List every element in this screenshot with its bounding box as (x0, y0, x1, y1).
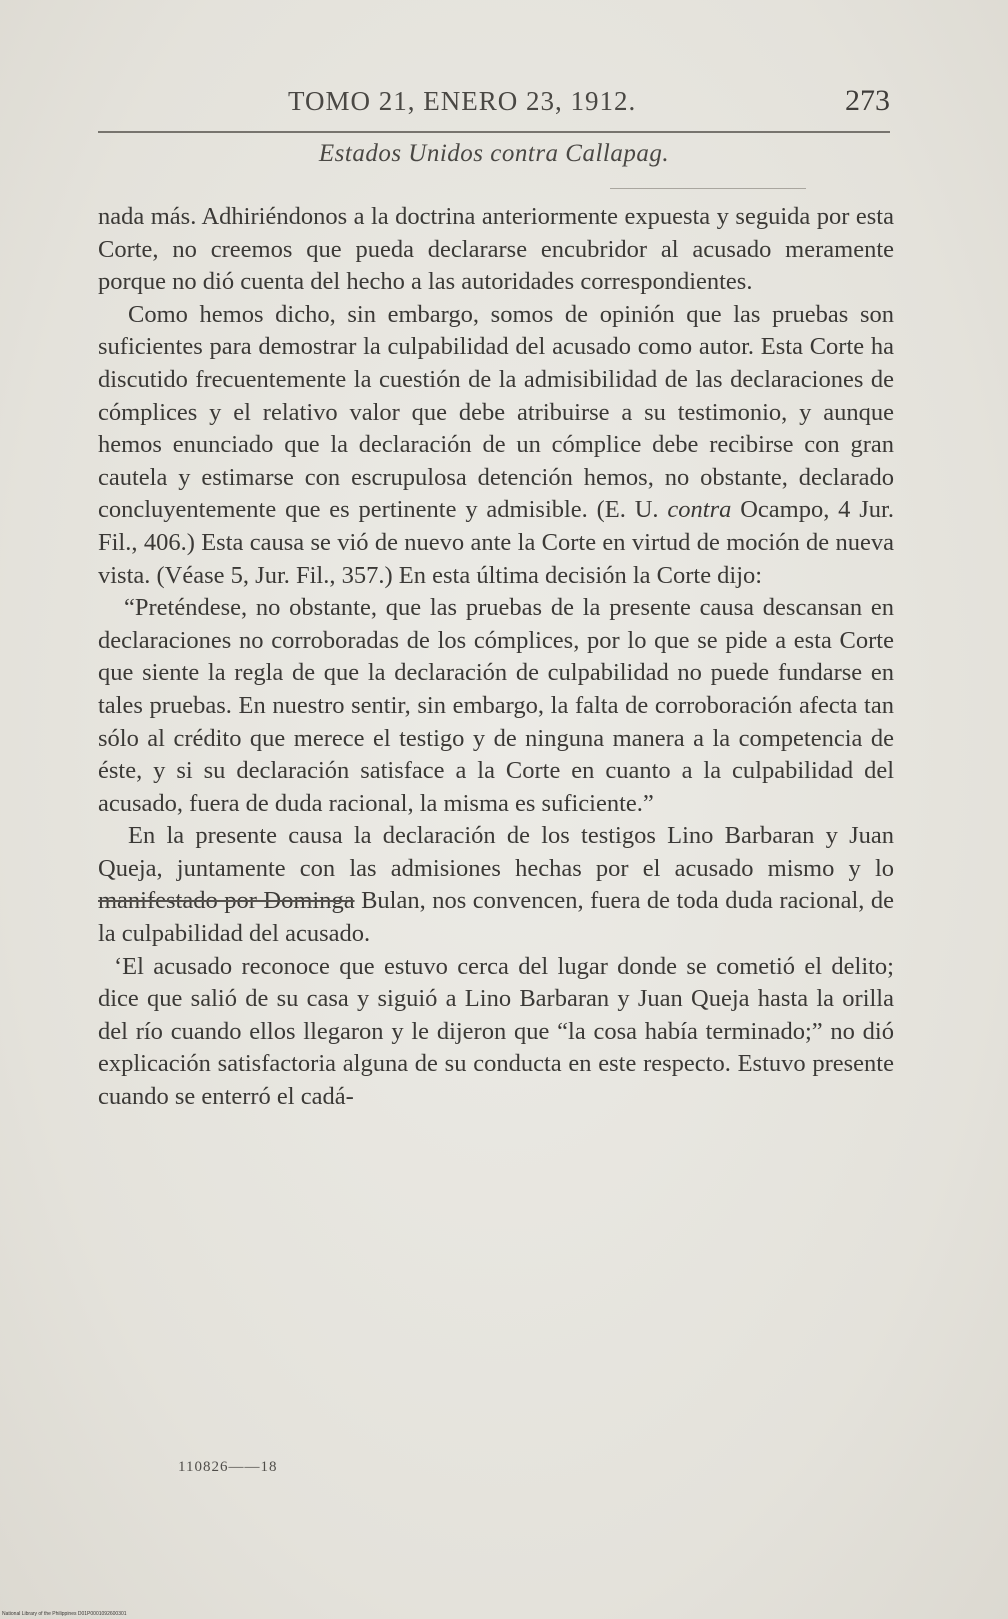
paragraph-2-part-b: Ocampo, 4 Jur. Fil., 406.) Esta causa se vió de nuevo ante la Corte en virtud de moción de nueva vista. (Véase 5, Jur. Fil., 357.) En esta última decisión la Corte dijo: (98, 496, 894, 589)
paragraph-2 (98, 299, 894, 592)
running-head (98, 82, 890, 122)
case-title: Estados Unidos contra Callapag. (318, 140, 670, 167)
paragraph-2-contra: contra (667, 496, 732, 524)
paragraph-4-text: El acusado reconoce que estuvo cerca del lugar donde se cometió el delito; dice que salió de su casa y siguió a Lino Barbaran y Juan Queja hasta la orilla del río cuando ellos llegaron y le dijeron que “la cosa había terminado;” no dió explicación satisfactoria alguna de su conducta en este respecto. Estuvo presente cuando se enterró el cadá- (98, 952, 894, 1111)
volume-date-heading: TOMO 21, ENERO 23, 1912. (288, 86, 637, 116)
body-text (98, 201, 894, 1114)
paragraph-2-part-a: Como hemos dicho, sin embargo, somos de opinión que las pruebas son suficientes para demostrar la culpabilidad del acusado como autor. Esta Corte ha discutido frecuentemente la cuestión de la admisibilidad de las declaraciones de cómplices y el relativo valor que debe atribuirse a su testimonio, y aunque hemos enunciado que la declaración de un cómplice debe recibirse con gran cautela y estimarse con escrupulosa detención hemos, no obstante, declarado concluyentemente que es pertinente y admisible. (E. U. (98, 300, 894, 524)
struck-through-text: manifestado por Dominga (98, 887, 355, 915)
header-rule (98, 131, 890, 133)
library-credit: National Library of the Philippines D01P0001092600301 (2, 1611, 127, 1617)
paragraph-3-part-b: Bulan, nos convencen, fuera de toda duda racional, de la culpabilidad del acusado. (98, 887, 894, 948)
paragraph-3-part-a: En la presente causa la declaración de los testigos Lino Barbaran y Juan Queja, juntamente con las admisiones hechas por el acusado mismo y lo (98, 822, 894, 882)
signature-mark: 110826——18 (178, 1459, 278, 1475)
block-quote: “Preténdese, no obstante, que las pruebas de la presente causa descansan en declaraciones no corroboradas de los cómplices, por lo que se pide a esta Corte que siente la regla de que la declaración de culpabilidad no puede fundarse en tales pruebas. En nuestro sentir, sin embargo, la falta de corroboración afecta tan sólo al crédito que merece el testigo y de ninguna manera a la competencia de éste, y si su declaración satisface a la Corte en cuanto a la culpabilidad del acusado, fuera de duda racional, la misma es suficiente.” (98, 594, 894, 817)
margin-tick-mark: ‘ (114, 952, 123, 980)
paragraph-3 (98, 820, 894, 950)
paragraph-1: nada más. Adhiriéndonos a la doctrina anteriormente expuesta y seguida por esta Corte, no creemos que pueda declararse encubridor al acusado meramente porque no dió cuenta del hecho a las autoridades correspondientes. (98, 203, 894, 296)
title-rule (610, 188, 806, 189)
paragraph-4 (98, 951, 894, 1114)
page-number: 273 (845, 84, 890, 117)
